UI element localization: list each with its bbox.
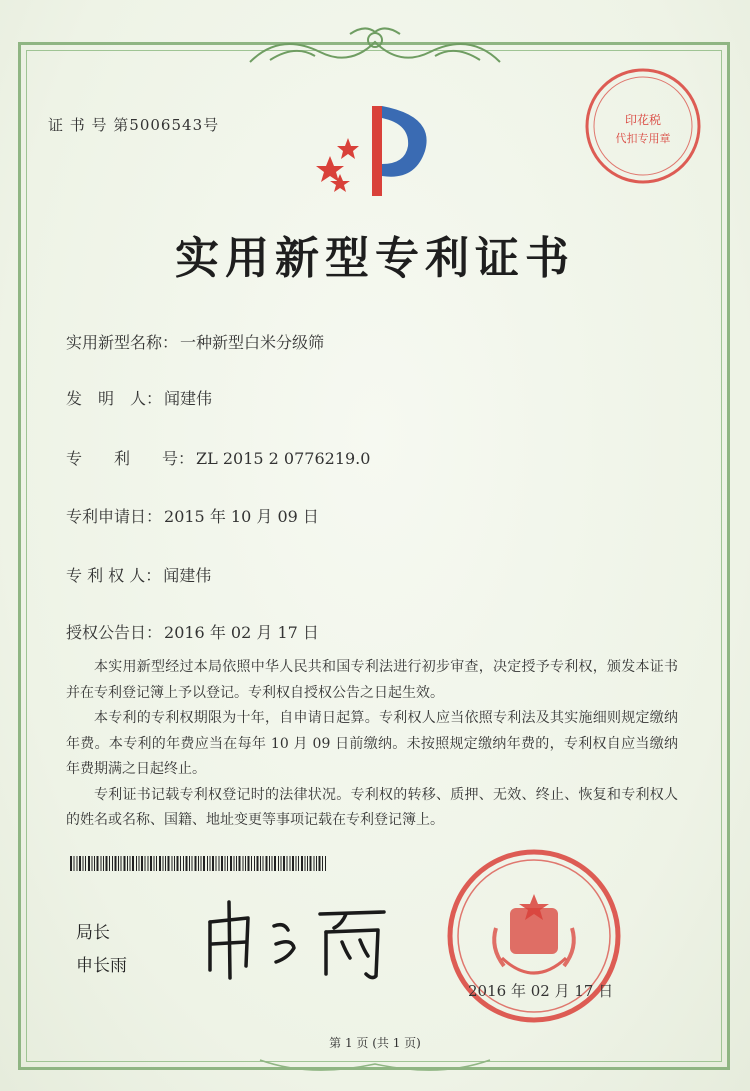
field-label: 授权公告日： — [66, 623, 163, 642]
field-value: ZL 2015 2 0776219.0 — [196, 449, 371, 468]
field-value: 一种新型白米分级筛 — [180, 333, 325, 352]
sipo-logo-icon — [310, 96, 440, 206]
signatory-name: 申长雨 — [76, 956, 127, 976]
field-value: 2015 年 10 月 09 日 — [164, 507, 319, 526]
field-utility-model-name — [66, 330, 324, 353]
field-label: 实用新型名称： — [66, 333, 179, 352]
field-grant-date — [66, 620, 319, 643]
field-patentee — [66, 563, 211, 586]
field-label: 专 利 号： — [66, 449, 195, 468]
field-label: 专 利 权 人： — [66, 566, 162, 585]
signatory-title: 局长 — [76, 923, 110, 943]
body-paragraph: 本专利的专利权期限为十年，自申请日起算。专利权人应当依照专利法及其实施细则规定缴纳年费。本专利的年费应当在每年 10 月 09 日前缴纳。未按照规定缴纳年费的，专利权自应当缴纳年费期满之日起终止。 — [66, 710, 678, 777]
stamp-line: 代扣专用章 — [615, 132, 671, 145]
certificate-body — [66, 655, 678, 834]
body-paragraph: 专利证书记载专利权登记时的法律状况。专利权的转移、质押、无效、终止、恢复和专利权人的姓名或名称、国籍、地址变更等事项记载在专利登记簿上。 — [66, 786, 678, 828]
top-ornament — [240, 22, 510, 70]
field-patent-number — [66, 446, 370, 469]
handwritten-signature — [196, 892, 396, 982]
field-value: 2016 年 02 月 17 日 — [164, 623, 319, 642]
barcode — [70, 856, 328, 871]
field-label: 专利申请日： — [66, 507, 163, 526]
field-value: 闻建伟 — [164, 389, 213, 408]
stamp-line: 印花税 — [624, 113, 662, 127]
bottom-ornament — [240, 1050, 510, 1080]
field-value: 闻建伟 — [163, 566, 212, 585]
page-number: 第 1 页 (共 1 页) — [329, 1036, 421, 1050]
field-inventor — [66, 386, 212, 409]
field-label: 发 明 人： — [66, 389, 163, 408]
certificate-number: 证 书 号 第5006543号 — [48, 116, 220, 134]
certificate-title: 实用新型专利证书 — [175, 233, 575, 284]
seal-date: 2016 年 02 月 17 日 — [468, 982, 614, 1000]
field-application-date — [66, 504, 319, 527]
tax-stamp-icon — [583, 66, 703, 186]
body-paragraph: 本实用新型经过本局依照中华人民共和国专利法进行初步审查，决定授予专利权，颁发本证书并在专利登记簿上予以登记。专利权自授权公告之日起生效。 — [66, 659, 678, 701]
